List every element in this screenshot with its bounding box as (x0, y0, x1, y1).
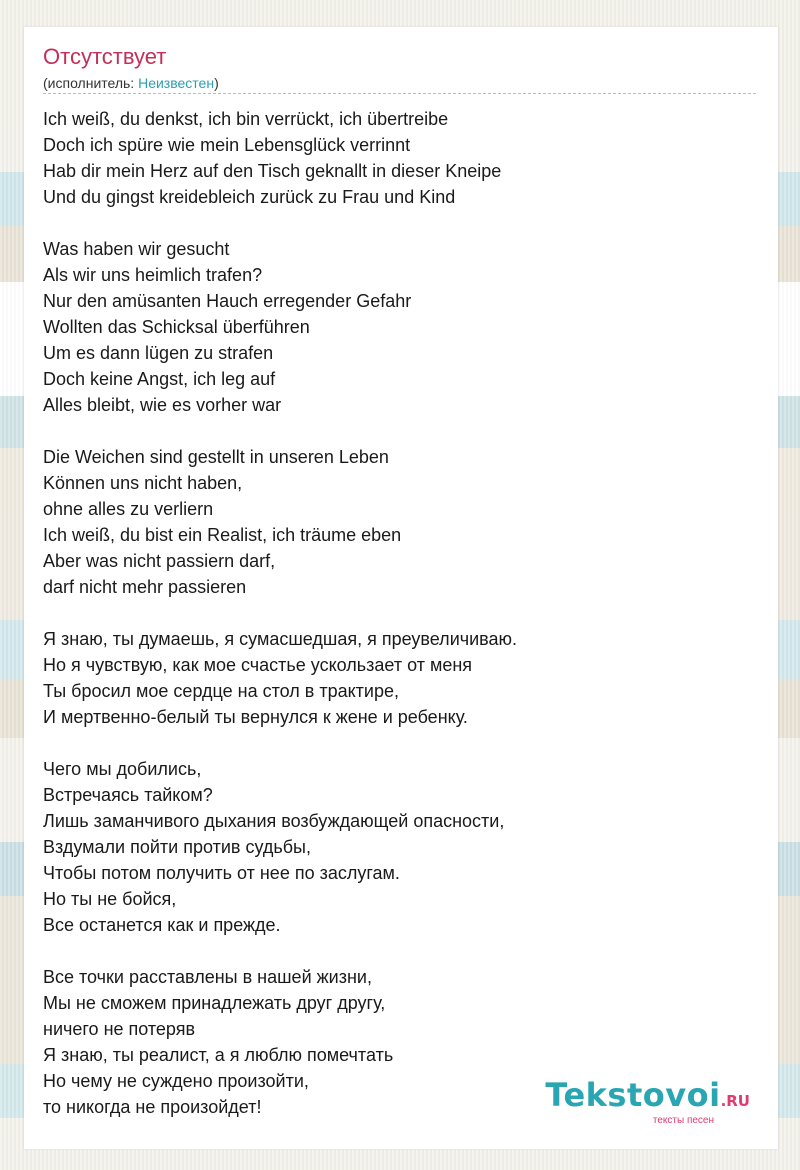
lyric-line: Но я чувствую, как мое счастье ускользает от меня (43, 655, 473, 675)
lyric-line: Ich weiß, du denkst, ich bin verrückt, ich übertreibe (43, 109, 449, 129)
lyrics-text (43, 106, 753, 1146)
logo-suffix: .RU (720, 1092, 750, 1110)
title-divider (43, 93, 756, 94)
lyric-line: Was haben wir gesucht (43, 239, 230, 259)
lyric-line: Я знаю, ты думаешь, я сумасшедшая, я преувеличиваю. (43, 629, 518, 649)
lyric-line: Können uns nicht haben, (43, 473, 243, 493)
lyrics-stanza (43, 106, 753, 210)
logo-name: Tekstovoi (545, 1076, 721, 1114)
artist-prefix: (исполнитель: (43, 75, 139, 91)
lyric-line: Doch ich spüre wie mein Lebensglück verrinnt (43, 135, 411, 155)
lyric-line: Встречаясь тайком? (43, 785, 213, 805)
song-title: Отсутствует (43, 44, 167, 69)
lyrics-stanza (43, 626, 753, 730)
artist-suffix: ) (214, 75, 219, 91)
lyrics-stanza (43, 756, 753, 938)
lyric-line: Чего мы добились, (43, 759, 202, 779)
lyric-line: Мы не сможем принадлежать друг другу, (43, 993, 386, 1013)
lyric-line: Als wir uns heimlich trafen? (43, 265, 263, 285)
lyric-line: то никогда не произойдет! (43, 1097, 262, 1117)
lyric-line: Wollten das Schicksal überführen (43, 317, 310, 337)
lyric-line: Doch keine Angst, ich leg auf (43, 369, 276, 389)
lyric-line: И мертвенно-белый ты вернулся к жене и ребенку. (43, 707, 468, 727)
lyric-line: ohne alles zu verliern (43, 499, 214, 519)
lyrics-stanza (43, 236, 753, 418)
site-logo[interactable] (545, 1078, 750, 1127)
lyric-line: darf nicht mehr passieren (43, 577, 247, 597)
lyric-line: Aber was nicht passiern darf, (43, 551, 276, 571)
artist-link[interactable]: Неизвестен (138, 75, 215, 91)
lyrics-stanza (43, 444, 753, 600)
lyric-line: Um es dann lügen zu strafen (43, 343, 274, 363)
lyric-line: Чтобы потом получить от нее по заслугам. (43, 863, 400, 883)
lyric-line: Die Weichen sind gestellt in unseren Leben (43, 447, 389, 467)
lyric-line: Все точки расставлены в нашей жизни, (43, 967, 372, 987)
song-meta (43, 74, 219, 92)
lyric-line: Ich weiß, du bist ein Realist, ich träume eben (43, 525, 402, 545)
lyric-line: Лишь заманчивого дыхания возбуждающей опасности, (43, 811, 505, 831)
lyric-line: Все останется как и прежде. (43, 915, 281, 935)
lyrics-card (24, 27, 778, 1149)
lyric-line: Ты бросил мое сердце на стол в трактире, (43, 681, 400, 701)
lyric-line: Alles bleibt, wie es vorher war (43, 395, 282, 415)
lyric-line: Я знаю, ты реалист, а я люблю помечтать (43, 1045, 394, 1065)
lyric-line: Вздумали пойти против судьбы, (43, 837, 311, 857)
logo-tagline: тексты песен (652, 1115, 714, 1126)
logo-wordmark (545, 1078, 750, 1118)
lyric-line: Hab dir mein Herz auf den Tisch geknallt in dieser Kneipe (43, 161, 502, 181)
lyric-line: Но чему не суждено произойти, (43, 1071, 309, 1091)
lyric-line: Но ты не бойся, (43, 889, 177, 909)
lyric-line: ничего не потеряв (43, 1019, 196, 1039)
lyric-line: Nur den amüsanten Hauch erregender Gefahr (43, 291, 412, 311)
lyric-line: Und du gingst kreidebleich zurück zu Frau und Kind (43, 187, 456, 207)
